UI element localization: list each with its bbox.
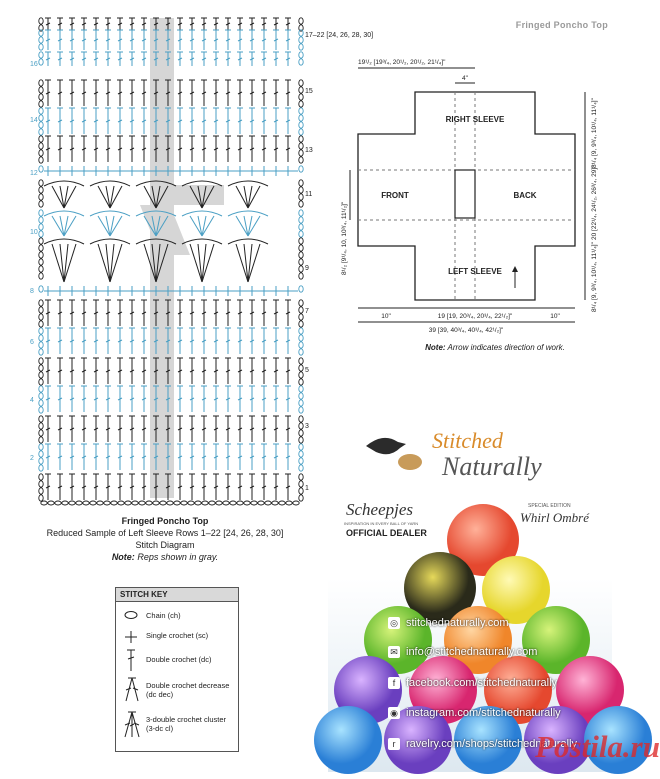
row-number-left: 6 <box>30 339 34 346</box>
turning-chain <box>299 495 303 501</box>
turning-chain <box>299 59 303 65</box>
dim-top: 19¹/₂ [19³/₄, 20¹/₂, 20¹/₂, 21¹/₄]" <box>358 59 446 66</box>
turning-chain <box>39 238 43 244</box>
social-facebook[interactable]: f facebook.com/stitchednaturally <box>388 677 557 689</box>
turning-chain <box>39 194 43 200</box>
double-crochet-icon <box>122 648 142 672</box>
turning-chain <box>299 245 303 251</box>
foundation-chain <box>195 501 201 505</box>
turning-chain <box>299 266 303 272</box>
social-instagram[interactable]: ◉ instagram.com/stitchednaturally <box>388 707 561 719</box>
turning-chain <box>39 386 43 392</box>
turning-chain <box>39 245 43 251</box>
turning-chain <box>299 481 303 487</box>
turning-chain <box>299 444 303 450</box>
turning-chain <box>39 266 43 272</box>
foundation-chain <box>223 501 229 505</box>
label-right-sleeve: RIGHT SLEEVE <box>445 115 505 124</box>
stitch-key: STITCH KEY Chain (ch) Single crochet (sc) Double crochet (dc) Double crochet decrease (dc dec) 3-double crochet cluster (3-dc cl) <box>115 587 239 752</box>
chain-arc <box>44 211 84 216</box>
foundation-chain <box>83 501 89 505</box>
row-number-left: 8 <box>30 288 34 295</box>
foundation-chain <box>181 501 187 505</box>
chain-arc <box>90 239 130 244</box>
dim-bottom-left: 10" <box>381 313 391 320</box>
turning-chain <box>39 416 43 422</box>
chain-icon <box>122 610 142 622</box>
single-crochet-icon <box>122 630 142 644</box>
turning-chain <box>299 143 303 149</box>
turning-chain <box>299 80 303 86</box>
turning-chain <box>299 372 303 378</box>
turning-chain <box>299 286 303 292</box>
turning-chain <box>39 458 43 464</box>
chain-arc <box>228 211 268 216</box>
turning-chain <box>39 437 43 443</box>
turning-chain <box>39 365 43 371</box>
turning-chain <box>299 108 303 114</box>
foundation-chain <box>188 501 194 505</box>
turning-chain <box>299 328 303 334</box>
turning-chain <box>39 451 43 457</box>
social-web[interactable]: ◎ stitchednaturally.com <box>388 617 509 629</box>
turning-chain <box>299 180 303 186</box>
turning-chain <box>39 143 43 149</box>
turning-chain <box>39 37 43 43</box>
foundation-chain <box>265 501 271 505</box>
turning-chain <box>39 201 43 207</box>
turning-chain <box>299 273 303 279</box>
turning-chain <box>299 252 303 258</box>
turning-chain <box>299 52 303 58</box>
row-number-right: 9 <box>305 265 309 272</box>
direction-arrow <box>512 266 518 272</box>
caption-subtitle: Reduced Sample of Left Sleeve Rows 1–22 [24, 26, 28, 30] <box>46 528 284 538</box>
turning-chain <box>299 321 303 327</box>
turning-chain <box>299 423 303 429</box>
turning-chain <box>39 94 43 100</box>
foundation-chain <box>132 501 138 505</box>
row-number-left: 4 <box>30 397 34 404</box>
label-back: BACK <box>513 191 537 200</box>
chain-arc <box>90 211 130 216</box>
foundation-chain <box>146 501 152 505</box>
brand-naturally: Naturally <box>442 452 542 481</box>
turning-chain <box>39 231 43 237</box>
turning-chain <box>39 150 43 156</box>
turning-chain <box>39 157 43 163</box>
foundation-chain <box>293 501 299 505</box>
foundation-chain <box>111 501 117 505</box>
turning-chain <box>39 488 43 494</box>
row-number-left: 12 <box>30 170 38 177</box>
instagram-icon: ◉ <box>388 707 400 719</box>
official-dealer: OFFICIAL DEALER <box>346 528 427 538</box>
turning-chain <box>39 115 43 121</box>
turning-chain <box>39 400 43 406</box>
row-number-right: 5 <box>305 367 309 374</box>
turning-chain <box>39 307 43 313</box>
row-number-right: 7 <box>305 308 309 315</box>
turning-chain <box>299 44 303 50</box>
foundation-chain <box>251 501 257 505</box>
turning-chain <box>39 52 43 58</box>
chain-arc <box>182 239 222 244</box>
turning-chain <box>39 314 43 320</box>
turning-chain <box>299 87 303 93</box>
special-edition: SPECIAL EDITION <box>528 503 571 509</box>
foundation-chain <box>41 501 47 505</box>
turning-chain <box>299 150 303 156</box>
nest-icon <box>398 454 422 470</box>
foundation-chain <box>76 501 82 505</box>
turning-chain <box>39 180 43 186</box>
turning-chain <box>299 307 303 313</box>
foundation-chain <box>258 501 264 505</box>
dim-bottom-right: 10" <box>550 313 560 320</box>
turning-chain <box>39 430 43 436</box>
dim-bottom-middle: 19 [19, 20³/₄, 20³/₄, 22¹/₂]" <box>437 313 513 320</box>
turning-chain <box>299 430 303 436</box>
chain-arc <box>90 181 130 186</box>
turning-chain <box>39 217 43 223</box>
turning-chain <box>299 349 303 355</box>
turning-chain <box>299 400 303 406</box>
turning-chain <box>299 488 303 494</box>
foundation-chain <box>216 501 222 505</box>
turning-chain <box>299 231 303 237</box>
caption-type: Stitch Diagram <box>135 540 195 550</box>
row-number-right: 13 <box>305 147 313 154</box>
turning-chain <box>299 136 303 142</box>
scheepjes-sub: INSPIRATION IN EVERY BALL OF YARN <box>344 521 419 526</box>
turning-chain <box>39 210 43 216</box>
turning-chain <box>39 129 43 135</box>
turning-chain <box>39 224 43 230</box>
foundation-chain <box>286 501 292 505</box>
turning-chain <box>299 122 303 128</box>
turning-chain <box>299 18 303 24</box>
foundation-chain <box>139 501 145 505</box>
row-number-right: 15 <box>305 88 313 95</box>
chain-arc <box>182 211 222 216</box>
turning-chain <box>299 259 303 265</box>
turning-chain <box>299 358 303 364</box>
facebook-icon: f <box>388 677 400 689</box>
turning-chain <box>299 115 303 121</box>
foundation-chain <box>160 501 166 505</box>
turning-chain <box>299 342 303 348</box>
foundation-chain <box>69 501 75 505</box>
neck-opening <box>455 170 475 218</box>
dc-cluster-icon <box>122 710 144 738</box>
row-number-left: 14 <box>30 117 38 124</box>
row-number-right: 1 <box>305 485 309 492</box>
top-row-label: 17–22 [24, 26, 28, 30] <box>305 32 374 39</box>
brand-stitched: Stitched <box>432 428 503 453</box>
foundation-chain <box>104 501 110 505</box>
foundation-chain <box>62 501 68 505</box>
dim-right-bottom: 8¹/₄ [9, 9³/₄, 10¹/₄, 11¹/₄]" <box>591 242 598 312</box>
product-name: Whirl Ombré <box>520 510 589 525</box>
chain-arc <box>44 239 84 244</box>
row-number-right: 3 <box>305 423 309 430</box>
turning-chain <box>39 259 43 265</box>
turning-chain <box>39 372 43 378</box>
chain-arc <box>228 181 268 186</box>
turning-chain <box>299 37 303 43</box>
turning-chain <box>299 194 303 200</box>
turning-chain <box>299 386 303 392</box>
foundation-chain <box>125 501 131 505</box>
foundation-chain <box>167 501 173 505</box>
foundation-chain <box>202 501 208 505</box>
turning-chain <box>39 407 43 413</box>
foundation-chain <box>118 501 124 505</box>
turning-chain <box>299 210 303 216</box>
turning-chain <box>299 187 303 193</box>
turning-chain <box>299 335 303 341</box>
chain-arc <box>228 239 268 244</box>
dim-left: 8¹/₂ [9¹/₄, 10, 10³/₄, 11¹/₂]" <box>341 201 348 275</box>
turning-chain <box>299 101 303 107</box>
turning-chain <box>299 465 303 471</box>
foundation-chain <box>97 501 103 505</box>
turning-chain <box>299 94 303 100</box>
stitch-key-header: STITCH KEY <box>116 588 238 602</box>
turning-chain <box>39 444 43 450</box>
turning-chain <box>299 314 303 320</box>
caption-title: Fringed Poncho Top <box>121 516 209 526</box>
turning-chain <box>299 416 303 422</box>
turning-chain <box>39 122 43 128</box>
foundation-chain <box>237 501 243 505</box>
row-number-left: 2 <box>30 455 34 462</box>
foundation-chain <box>209 501 215 505</box>
turning-chain <box>39 358 43 364</box>
dim-bottom-total: 39 [39, 40³/₄, 40³/₄, 42¹/₂]" <box>428 327 504 334</box>
turning-chain <box>39 465 43 471</box>
turning-chain <box>299 217 303 223</box>
foundation-chain <box>48 501 54 505</box>
foundation-chain <box>153 501 159 505</box>
foundation-chain <box>90 501 96 505</box>
row-number-right: 11 <box>305 191 313 198</box>
turning-chain <box>39 87 43 93</box>
mail-icon: ✉ <box>388 646 400 658</box>
page-title: Fringed Poncho Top <box>515 20 608 30</box>
ravelry-icon: r <box>388 738 400 750</box>
turning-chain <box>39 342 43 348</box>
foundation-chain <box>279 501 285 505</box>
social-ravelry[interactable]: r ravelry.com/shops/stitchednaturally <box>388 738 577 750</box>
turning-chain <box>299 201 303 207</box>
label-front: FRONT <box>381 191 409 200</box>
turning-chain <box>39 286 43 292</box>
turning-chain <box>299 451 303 457</box>
foundation-chain <box>244 501 250 505</box>
foundation-chain <box>272 501 278 505</box>
turning-chain <box>39 349 43 355</box>
turning-chain <box>39 136 43 142</box>
turning-chain <box>299 437 303 443</box>
foundation-chain <box>230 501 236 505</box>
turning-chain <box>299 224 303 230</box>
turning-chain <box>299 129 303 135</box>
dim-right-top: 8¹/₄ [9, 9³/₄, 10¹/₄, 11¹/₄]" <box>591 98 598 168</box>
chain-arc <box>44 181 84 186</box>
schematic-note: Note: Arrow indicates direction of work. <box>425 343 565 352</box>
turning-chain <box>299 166 303 172</box>
turning-chain <box>39 101 43 107</box>
label-left-sleeve: LEFT SLEEVE <box>448 267 502 276</box>
turning-chain <box>39 273 43 279</box>
turning-chain <box>39 393 43 399</box>
bird-icon <box>366 438 406 454</box>
turning-chain <box>39 300 43 306</box>
dim-neck: 4" <box>462 75 468 82</box>
turning-chain <box>39 187 43 193</box>
dc-decrease-icon <box>122 676 144 702</box>
dim-right-middle: 20 [22¹/₄, 24¹/₂, 26³/₄, 29]" <box>591 165 598 240</box>
turning-chain <box>39 379 43 385</box>
turning-chain <box>39 335 43 341</box>
turning-chain <box>39 328 43 334</box>
watermark: Postila.ru <box>535 729 660 764</box>
turning-chain <box>299 474 303 480</box>
row-number-left: 16 <box>30 61 38 68</box>
turning-chain <box>299 157 303 163</box>
social-email[interactable]: ✉ info@stitchednaturally.com <box>388 646 537 658</box>
turning-chain <box>39 80 43 86</box>
turning-chain <box>299 365 303 371</box>
turning-chain <box>39 166 43 172</box>
foundation-chain <box>55 501 61 505</box>
turning-chain <box>299 238 303 244</box>
turning-chain <box>299 393 303 399</box>
stitched-naturally-ad[interactable] <box>328 400 612 772</box>
turning-chain <box>299 300 303 306</box>
turning-chain <box>39 481 43 487</box>
turning-chain <box>39 44 43 50</box>
turning-chain <box>39 495 43 501</box>
turning-chain <box>299 458 303 464</box>
turning-chain <box>39 474 43 480</box>
scheepjes-logo: Scheepjes <box>346 500 414 519</box>
turning-chain <box>299 407 303 413</box>
turning-chain <box>39 108 43 114</box>
caption-note: Note: Reps shown in gray. <box>111 552 219 562</box>
turning-chain <box>39 18 43 24</box>
turning-chain <box>39 252 43 258</box>
garment-schematic <box>340 50 640 340</box>
turning-chain <box>39 59 43 65</box>
turning-chain <box>39 423 43 429</box>
diagram-caption <box>30 515 300 563</box>
web-icon: ◎ <box>388 617 400 629</box>
row-number-left: 10 <box>30 229 38 236</box>
turning-chain <box>299 379 303 385</box>
foundation-chain <box>174 501 180 505</box>
turning-chain <box>39 321 43 327</box>
